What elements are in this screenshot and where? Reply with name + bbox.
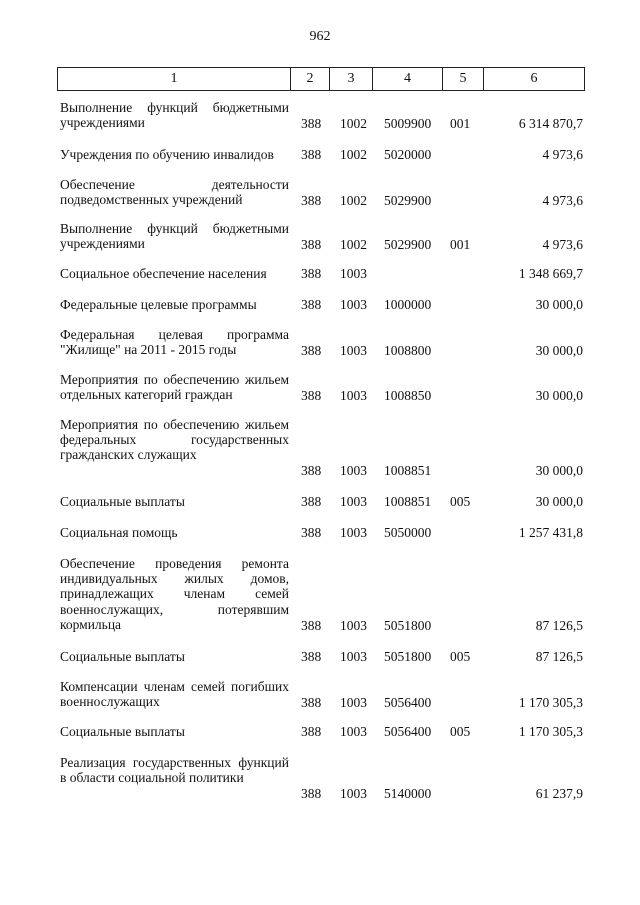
row-col-2: 388 [301,695,322,710]
row-col-3: 1003 [340,695,367,710]
row-col-3: 1003 [340,266,367,281]
row-col-4: 5051800 [384,618,432,633]
row-name: Социальное обеспечение населения [60,266,267,281]
row-name: Обеспечение деятельности подведомственных учреждений [60,177,289,208]
row-col-6: 1 170 305,3 [518,695,583,710]
row-col-2: 388 [301,193,322,208]
row-col-2: 388 [301,618,322,633]
header-col-6: 6 [484,68,585,91]
row-col-2: 388 [301,388,322,403]
column-header-table [57,67,585,91]
row-col-6: 1 257 431,8 [518,525,583,540]
row-name: Реализация государственных функций в области социальной политики [60,755,289,786]
row-name: Учреждения по обучению инвалидов [60,147,274,162]
row-col-3: 1003 [340,297,367,312]
row-name: Федеральные целевые программы [60,297,257,312]
row-col-3: 1002 [340,237,367,252]
row-col-2: 388 [301,494,322,509]
row-col-4: 5020000 [384,147,432,162]
row-col-3: 1002 [340,147,367,162]
row-col-4: 5056400 [384,724,432,739]
row-col-5: 005 [450,494,471,509]
row-name: Выполнение функций бюджетными учреждениями [60,100,289,131]
row-col-3: 1002 [340,116,367,131]
row-col-3: 1003 [340,724,367,739]
row-col-3: 1003 [340,494,367,509]
row-col-6: 4 973,6 [542,237,583,252]
row-col-6: 6 314 870,7 [518,116,583,131]
header-col-5: 5 [443,68,484,91]
row-col-3: 1002 [340,193,367,208]
row-name: Социальные выплаты [60,649,185,664]
row-col-3: 1003 [340,786,367,801]
header-row [58,68,585,91]
row-col-6: 61 237,9 [535,786,583,801]
row-col-6: 30 000,0 [535,388,583,403]
row-col-5: 005 [450,724,471,739]
row-col-3: 1003 [340,463,367,478]
row-col-6: 1 170 305,3 [518,724,583,739]
row-col-2: 388 [301,724,322,739]
row-name: Выполнение функций бюджетными учреждениями [60,221,289,252]
row-col-3: 1003 [340,525,367,540]
row-col-4: 5050000 [384,525,432,540]
row-col-2: 388 [301,525,322,540]
row-col-2: 388 [301,116,322,131]
row-col-6: 30 000,0 [535,463,583,478]
row-col-3: 1003 [340,649,367,664]
row-name: Мероприятия по обеспечению жильем отдельных категорий граждан [60,372,289,403]
header-col-1: 1 [58,68,291,91]
row-col-2: 388 [301,297,322,312]
row-name: Компенсации членам семей погибших военнослужащих [60,679,289,710]
row-col-4: 1008800 [384,343,432,358]
row-col-6: 30 000,0 [535,343,583,358]
row-col-5: 005 [450,649,471,664]
row-col-6: 30 000,0 [535,297,583,312]
row-col-4: 5056400 [384,695,432,710]
row-col-2: 388 [301,147,322,162]
row-col-6: 4 973,6 [542,193,583,208]
row-name: Социальные выплаты [60,724,185,739]
row-col-3: 1003 [340,618,367,633]
row-col-2: 388 [301,266,322,281]
row-col-3: 1003 [340,388,367,403]
row-name: Социальная помощь [60,525,178,540]
header-col-4: 4 [373,68,443,91]
row-col-4: 5009900 [384,116,432,131]
row-col-2: 388 [301,237,322,252]
row-col-4: 5140000 [384,786,432,801]
row-col-4: 1000000 [384,297,432,312]
row-col-5: 001 [450,237,471,252]
row-col-6: 87 126,5 [535,618,583,633]
row-name: Федеральная целевая программа "Жилище" на 2011 - 2015 годы [60,327,289,358]
row-col-6: 87 126,5 [535,649,583,664]
row-col-4: 1008851 [384,494,432,509]
row-col-4: 5051800 [384,649,432,664]
row-col-6: 1 348 669,7 [518,266,583,281]
row-name: Мероприятия по обеспечению жильем федеральных государственных гражданских служащих [60,417,289,463]
row-col-6: 4 973,6 [542,147,583,162]
row-name: Социальные выплаты [60,494,185,509]
row-col-3: 1003 [340,343,367,358]
row-col-4: 5029900 [384,193,432,208]
row-name: Обеспечение проведения ремонта индивидуальных жилых домов, принадлежащих членам семей военнослужащих, потерявшим кормильца [60,556,289,632]
row-col-2: 388 [301,649,322,664]
row-col-4: 5029900 [384,237,432,252]
header-col-2: 2 [291,68,330,91]
row-col-2: 388 [301,786,322,801]
row-col-2: 388 [301,343,322,358]
header-col-3: 3 [330,68,373,91]
row-col-4: 1008851 [384,463,432,478]
row-col-2: 388 [301,463,322,478]
row-col-4: 1008850 [384,388,432,403]
row-col-6: 30 000,0 [535,494,583,509]
row-col-5: 001 [450,116,471,131]
page-number: 962 [309,29,331,44]
